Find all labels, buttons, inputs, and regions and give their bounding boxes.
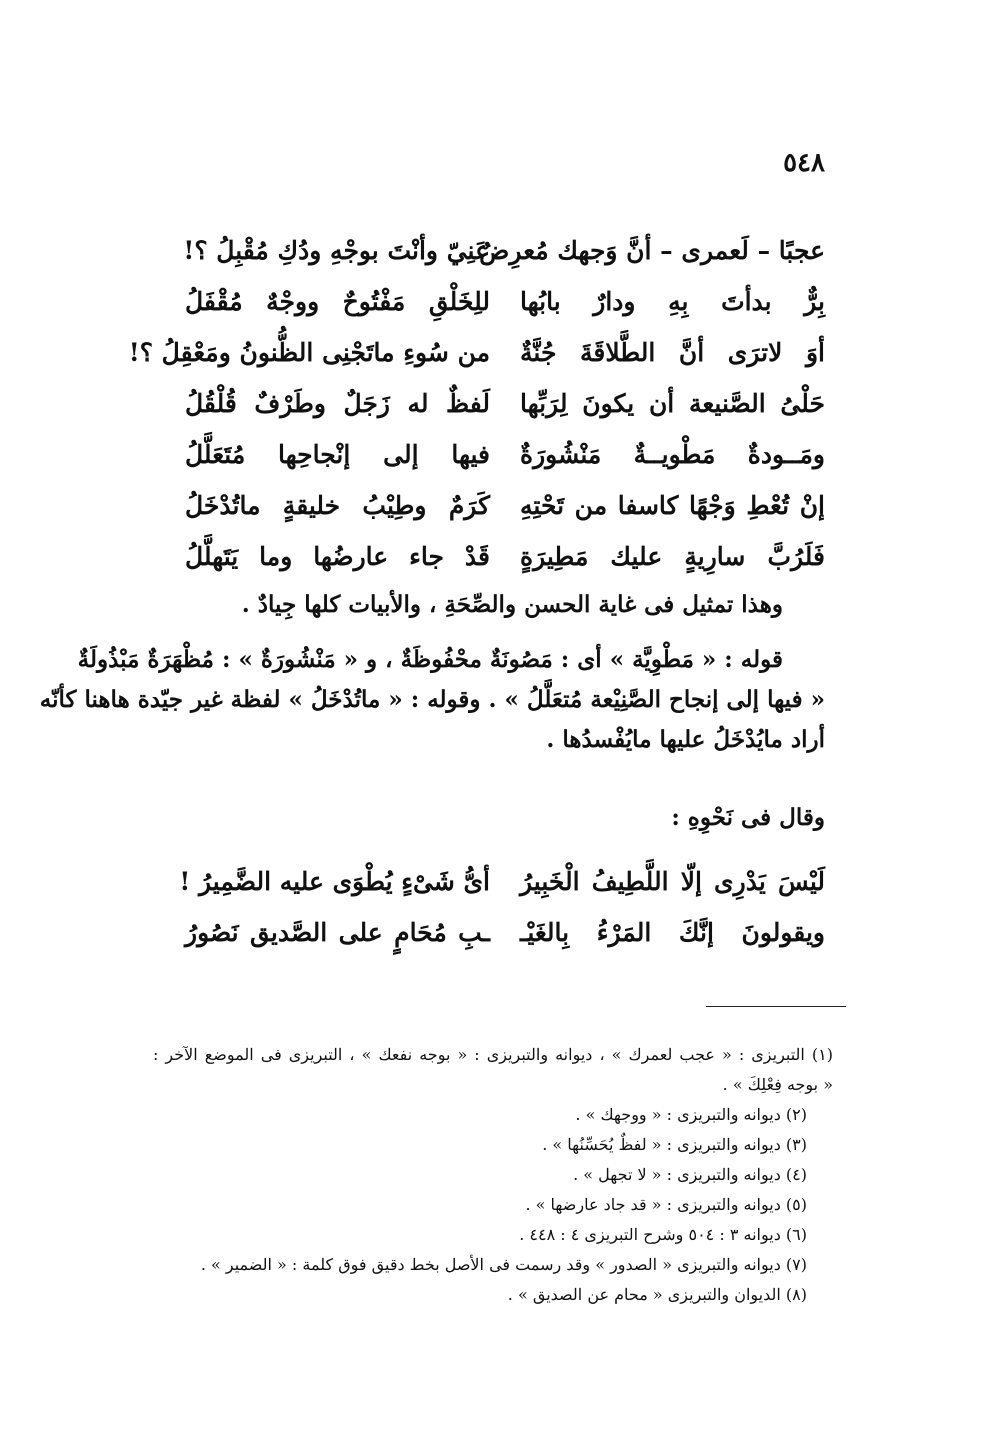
footnote: (٨) الديوان والتبريزى « محام عن الصديق » . (507, 1285, 807, 1304)
footnote: (٧) ديوانه والتبريزى « الصدور » وقد رسمت فى الأصل بخط دقيق فوق كلمة : « الضمير » . (200, 1255, 807, 1274)
hemistich-first: ويقولونَ إنَّكَ المَرْءُ بِالغَيْـ (520, 918, 825, 947)
verse-line (128, 327, 825, 378)
verse-line (185, 378, 825, 429)
commentary-paragraph (160, 585, 825, 625)
hemistich-first: فَلَرُبَّ سارِيةٍ عليك مَطِيرَةٍ (520, 542, 825, 571)
footnote: (٢) ديوانه والتبريزى : « ووجهك » . (575, 1105, 807, 1124)
verse-line (185, 531, 825, 582)
verse-line (185, 480, 825, 531)
hemistich-first: ومَــودةٌ مَطْويــةٌ مَنْشُورَةٌ (520, 440, 825, 469)
page-number: ٥٤٨ (783, 148, 825, 178)
hemistich-first: أوَ لاترَى أنَّ الطَّلاقَةَ جُنَّةٌ (520, 338, 825, 367)
verse-line (179, 856, 825, 907)
paragraph-line: أراد مايُدْخَلُ عليها مايُفْسدُها . (546, 726, 825, 753)
verse-line (185, 429, 825, 480)
footnotes (153, 1040, 833, 1310)
hemistich-second: قَدْ جاء عارضُها وما يَتَهلَّلُ (185, 542, 490, 571)
commentary-paragraph (39, 640, 825, 760)
footnote: (٣) ديوانه والتبريزى : « لفظٌ يُحَسِّنُها » . (542, 1135, 807, 1154)
footnote: (٥) ديوانه والتبريزى : « قد جاد عارضها » . (525, 1195, 807, 1214)
paragraph-line: « فيها إلى إنجاح الصَّنِيْعة مُتعَلَّلُ » . وقوله : « ماتُدْخَلُ » لفظة غير جيّدة هاهنا كأنّه (39, 686, 825, 713)
footnote-separator (706, 1006, 846, 1007)
verse-line (185, 276, 825, 327)
hemistich-second: كَرَمٌ وطِيْبُ خليقةٍ ماتُدْخَلُ (185, 491, 490, 520)
hemistich-second: لَفظٌ له زَجَلٌ وطَرْفٌ قُلْقُلُ (185, 389, 490, 418)
poem-intro: وقال فى نَحْوِهِ : (671, 804, 825, 831)
hemistich-first: لَيْسَ يَدْرِى إلّا اللَّطِيفُ الْخَبِيرُ (520, 867, 825, 896)
hemistich-second: من سُوءِ ماتَجْنِى الظُّنونُ ومَعْقِلُ ؟! (128, 338, 490, 367)
paragraph-line: قوله : « مَطْوِيَّة » أى : مَصُونَةٌ محْفُوظَةٌ ، و « مَنْشُورَةٌ » : مُظْهَرَةٌ مَبْذُولَةٌ (77, 646, 783, 673)
poem-first (128, 225, 825, 582)
verse-line (185, 225, 825, 276)
hemistich-first: بِرٌّ بدأتَ بِهِ ودارٌ بابُها (520, 287, 825, 316)
hemistich-first: إنْ تُعْطِ وَجْهًا كاسفا من تَحْتِهِ (520, 491, 825, 520)
hemistich-first: حَلْىُ الصَّنيعة أن يكونَ لِرَبِّها (520, 389, 825, 418)
footnote-continuation: « بوجه فِعْلِكَ » . (722, 1075, 833, 1094)
hemistich-first: عجبًا – لَعمرى – أنَّ وَجهك مُعرِضٌ (479, 236, 825, 265)
footnote: (١) التبريزى : « عجب لعمرك » ، ديوانه والتبريزى : « بوجه نفعك » ، التبريزى فى الموضع الآخر : (153, 1045, 833, 1064)
hemistich-second: فيها إلى إنْجاحِها مُتَعَلَّلُ (185, 440, 490, 469)
paragraph-line: وهذا تمثيل فى غاية الحسن والصِّحَةِ ، والأبيات كلها جِيادٌ . (241, 591, 783, 618)
hemistich-second: عَنِيّ وأنْتَ بوجْهِ ودُكِ مُقْبِلُ ؟! (183, 236, 490, 265)
hemistich-second: أىُّ شَىْءٍ يُطْوَى عليه الضَّمِيرُ ! (179, 867, 490, 896)
hemistich-second: للِخَلْقِ مَفْتُوحٌ ووجْهٌ مُقْفَلُ (185, 287, 490, 316)
hemistich-second: ـبِ مُحَامٍ على الصَّديق نَصُورُ (185, 918, 490, 947)
poem-second (179, 856, 825, 958)
verse-line (185, 907, 825, 958)
footnote: (٤) ديوانه والتبريزى : « لا تجهل » . (573, 1165, 807, 1184)
footnote: (٦) ديوانه ٣ : ٥٠٤ وشرح التبريزى ٤ : ٤٤٨ . (519, 1225, 807, 1244)
